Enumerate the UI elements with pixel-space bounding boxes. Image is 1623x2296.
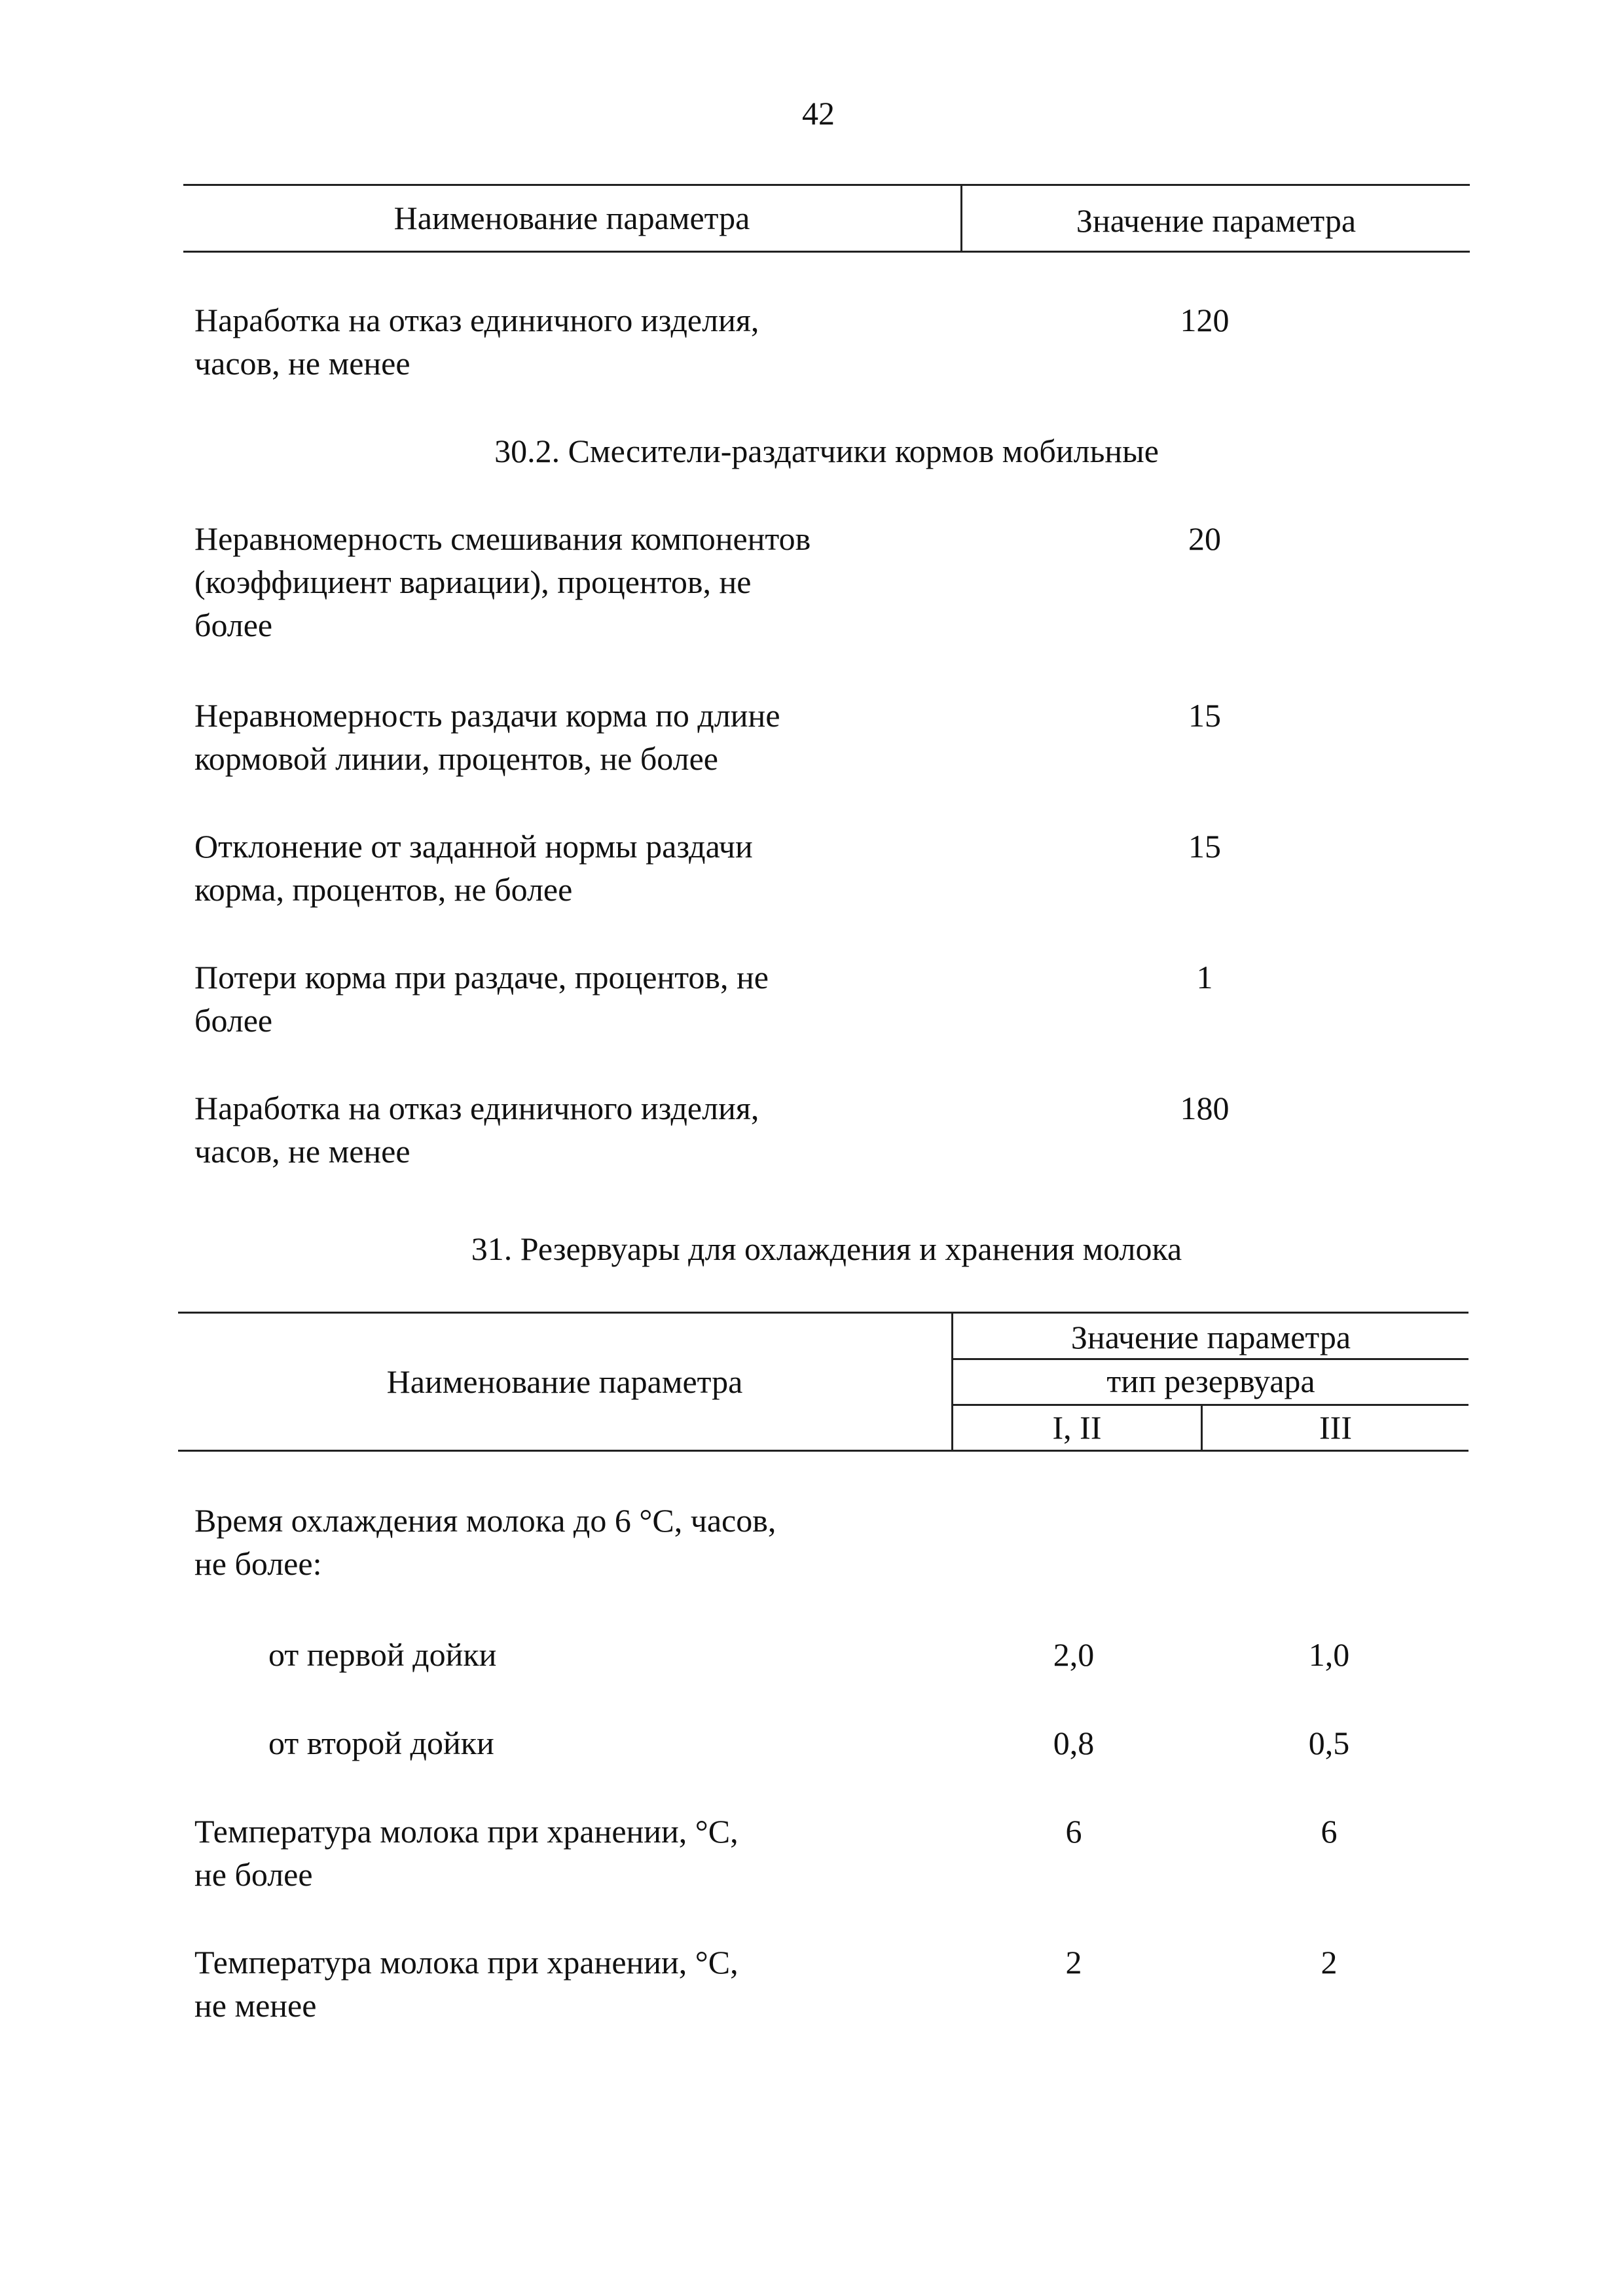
page-number: 42 bbox=[802, 95, 835, 132]
param-label-line: часов, не менее bbox=[194, 345, 410, 382]
param-label-line: не более: bbox=[194, 1545, 322, 1582]
param-value-col2: 1,0 bbox=[1308, 1636, 1350, 1673]
table1-header-value: Значение параметра bbox=[1076, 202, 1357, 239]
param-label-line: корма, процентов, не более bbox=[194, 871, 573, 908]
param-label: от второй дойки bbox=[268, 1725, 494, 1761]
param-label-line: кормовой линии, процентов, не более bbox=[194, 740, 718, 777]
param-value-col2: 2 bbox=[1321, 1944, 1338, 1981]
param-value: 15 bbox=[1188, 697, 1221, 734]
param-label: от первой дойки bbox=[268, 1636, 497, 1673]
param-label-line: Отклонение от заданной нормы раздачи bbox=[194, 828, 753, 865]
table1-header-param: Наименование параметра bbox=[393, 200, 750, 236]
param-label-line: более bbox=[194, 607, 273, 643]
table2-header-value: Значение параметра bbox=[1070, 1319, 1351, 1355]
param-value: 180 bbox=[1180, 1090, 1230, 1126]
param-value-col2: 6 bbox=[1321, 1813, 1338, 1850]
table2-header-rule bbox=[178, 1450, 1468, 1452]
section-title-31: 31. Резервуары для охлаждения и хранения молока bbox=[471, 1230, 1182, 1267]
param-value-col1: 2 bbox=[1065, 1944, 1082, 1981]
param-label-line: Неравномерность смешивания компонентов bbox=[194, 520, 811, 557]
param-label-line: Наработка на отказ единичного изделия, bbox=[194, 302, 759, 338]
param-value: 20 bbox=[1188, 520, 1221, 557]
table2-col-2: III bbox=[1319, 1409, 1352, 1446]
param-value: 15 bbox=[1188, 828, 1221, 865]
param-label-line: часов, не менее bbox=[194, 1133, 410, 1170]
param-label-line: (коэффициент вариации), процентов, не bbox=[194, 564, 752, 600]
param-value-col1: 6 bbox=[1065, 1813, 1082, 1850]
param-value-col1: 2,0 bbox=[1053, 1636, 1095, 1673]
param-label-line: Время охлаждения молока до 6 °С, часов, bbox=[194, 1502, 776, 1539]
param-label-line: Неравномерность раздачи корма по длине bbox=[194, 697, 780, 734]
param-label-line: не менее bbox=[194, 1987, 317, 2024]
table2-col-1: I, II bbox=[1052, 1409, 1102, 1446]
param-label-line: Потери корма при раздаче, процентов, не bbox=[194, 959, 769, 996]
table1-top-rule bbox=[183, 184, 1470, 186]
table2-header-type: тип резервуара bbox=[1106, 1363, 1315, 1399]
param-label-line: не более bbox=[194, 1856, 313, 1893]
table2-header-param: Наименование параметра bbox=[386, 1363, 743, 1400]
param-value-col2: 0,5 bbox=[1308, 1725, 1350, 1761]
param-value: 120 bbox=[1180, 302, 1230, 338]
table1-header-rule bbox=[183, 251, 1470, 253]
param-value: 1 bbox=[1196, 959, 1213, 996]
param-value-col1: 0,8 bbox=[1053, 1725, 1095, 1761]
param-label-line: Температура молока при хранении, °С, bbox=[194, 1813, 739, 1850]
param-label-line: Температура молока при хранении, °С, bbox=[194, 1944, 739, 1981]
table2-top-rule bbox=[178, 1312, 1468, 1314]
param-label-line: более bbox=[194, 1002, 273, 1039]
param-label-line: Наработка на отказ единичного изделия, bbox=[194, 1090, 759, 1126]
section-title-30-2: 30.2. Смесители-раздатчики кормов мобильные bbox=[494, 433, 1159, 469]
